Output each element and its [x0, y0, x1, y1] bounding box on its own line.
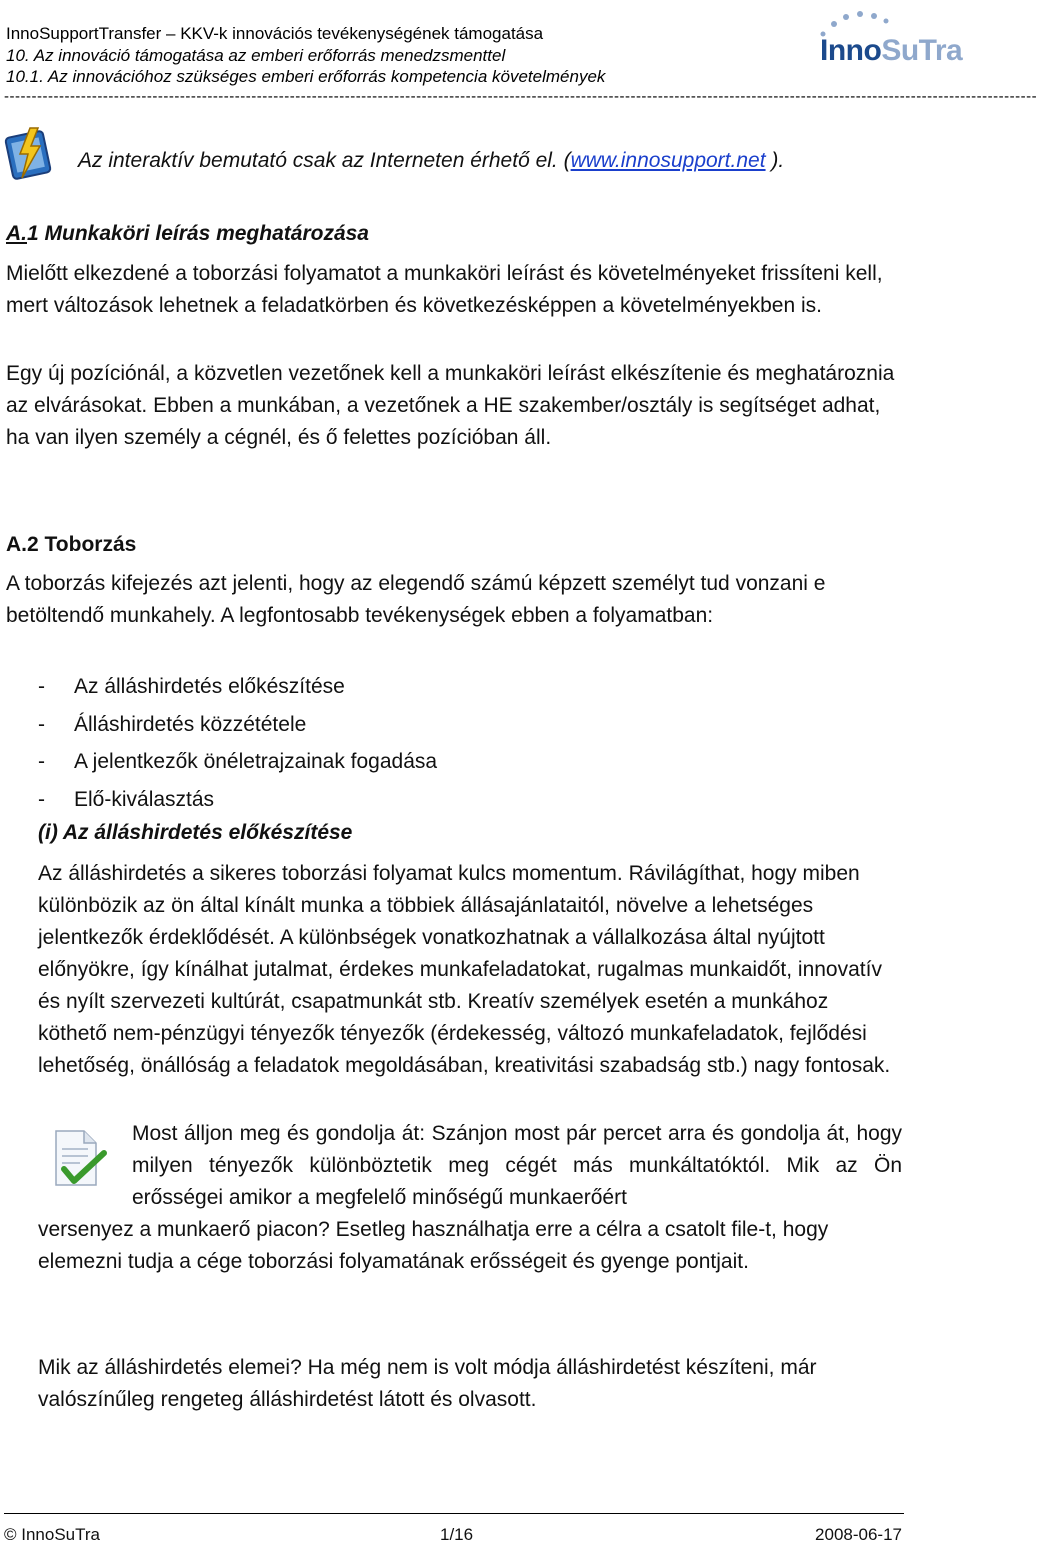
list-item-text: Az álláshirdetés előkészítése: [74, 675, 345, 698]
footer-page-number: 1/16: [440, 1525, 474, 1544]
section-a1-title: [6, 222, 369, 246]
list-item-text: Elő-kiválasztás: [74, 787, 215, 811]
footer-divider: [4, 1513, 904, 1514]
footer-copyright: © InnoSuTra: [4, 1525, 100, 1544]
paragraph: Mielőtt elkezdené a toborzási folyamatot a munkaköri leírást és követelményeket frissíteni kell, mert változások lehetnek a feladatkörben és következésképpen a követelményekben is.: [6, 262, 883, 317]
section-a2-title: [6, 533, 136, 557]
list-item-text: Álláshirdetés közzététele: [74, 712, 307, 736]
paragraph: Az álláshirdetés a sikeres toborzási folyamat kulcs momentum. Rávilágíthat, hogy miben különbözik az ön által kínált munka a többiek állásajánlataitól, növelve a lehetséges jelentkezők érdeklődését. A különbségek vonatkozhatnak a vállalkozása által nyújtott előnyökre, így kínálhat jutalmat, érdekes munkafeladatokat, rugalmas munkaidőt, innovatív és nyílt szervezeti kultúrát, csapatmunkát stb. Kreatív személyek esetén a munkához köthető nem-pénzügyi tényezők tényezők (érdekesség, változó munkafeladatok, fejlődési lehetőség, önállóság a feladatok megoldásában, kreativitási szabadság stb.) nagy fontosak.: [38, 862, 891, 1077]
paragraph: A toborzás kifejezés azt jelenti, hogy az elegendő számú képzett személyt tud vonzani e betöltendő munkahely. A legfontosabb tevékenységek ebben a folyamatban:: [6, 572, 826, 627]
list-item-text: A jelentkezők önéletrajzainak fogadása: [74, 750, 438, 773]
logo-wordmark: [820, 34, 962, 68]
notice-text: Az interaktív bemutató csak az Interneten érhető el. (: [78, 149, 571, 172]
section-a2-title-text: A.2 Toborzás: [6, 533, 137, 556]
header-title: InnoSupportTransfer – KKV-k innovációs tevékenységének támogatása: [6, 24, 544, 43]
section-a1-title-text: 1 Munkaköri leírás meghatározása: [27, 222, 369, 245]
logo-inno: Inno: [820, 34, 882, 67]
paragraph: Egy új pozíciónál, a közvetlen vezetőnek kell a munkaköri leírást elkészítenie és meghatároznia az elvárásokat. Ebben a munkában, a vezetőnek a HE szakember/osztály is segítséget adhat, ha van ilyen személy a cégnél, és ő felettes pozícióban áll.: [6, 362, 895, 449]
notice-text-end: ).: [765, 149, 785, 172]
innosupport-link[interactable]: www.innosupport.net: [570, 149, 766, 172]
lightning-film-icon: [6, 124, 52, 182]
list-item: - Elő-kiválasztás: [38, 787, 215, 811]
innosutra-logo: [814, 8, 963, 78]
interactive-notice: [78, 149, 784, 173]
reflection-paragraph-continued: versenyez a munkaerő piacon? Esetleg használhatja erre a célra a csatolt file-t, hogy elemezni tudja a cége toborzási folyamatának erősségeit és gyenge pontjait.: [38, 1218, 829, 1273]
activity-list: [38, 668, 898, 818]
paragraph: Mik az álláshirdetés elemei? Ha még nem is volt módja álláshirdetést készíteni, már valószínűleg rengeteg álláshirdetést látott és olvasott.: [38, 1356, 817, 1411]
checklist-icon: [50, 1129, 108, 1189]
list-item: - Álláshirdetés közzététele: [38, 712, 307, 736]
header-dash-separator: --------------------------------------------------------------------------------------------------------------------------------------------------------------------------------------------: [4, 88, 1037, 105]
header-subchapter: 10.1. Az innovációhoz szükséges emberi erőforrás kompetencia követelmények: [6, 67, 606, 86]
list-item: - Az álláshirdetés előkészítése: [38, 675, 345, 698]
footer-date: 2008-06-17: [815, 1525, 902, 1544]
logo-tra: Tra: [918, 34, 963, 67]
list-item: - A jelentkezők önéletrajzainak fogadása: [38, 750, 438, 773]
subsection-title: (i) Az álláshirdetés előkészítése: [38, 821, 353, 844]
section-a1-link[interactable]: A.: [6, 222, 27, 245]
reflection-paragraph: Most álljon meg és gondolja át: Szánjon most pár percet arra és gondolja át, hogy milyen tényezők különböztetik meg cégét más munkáltatóktól. Mik az Ön erősségei amikor a megfelelő minőségű munkaerőért: [132, 1122, 902, 1209]
logo-su: Su: [881, 34, 919, 67]
header-chapter: 10. Az innováció támogatása az emberi erőforrás menedzsmenttel: [6, 46, 506, 65]
